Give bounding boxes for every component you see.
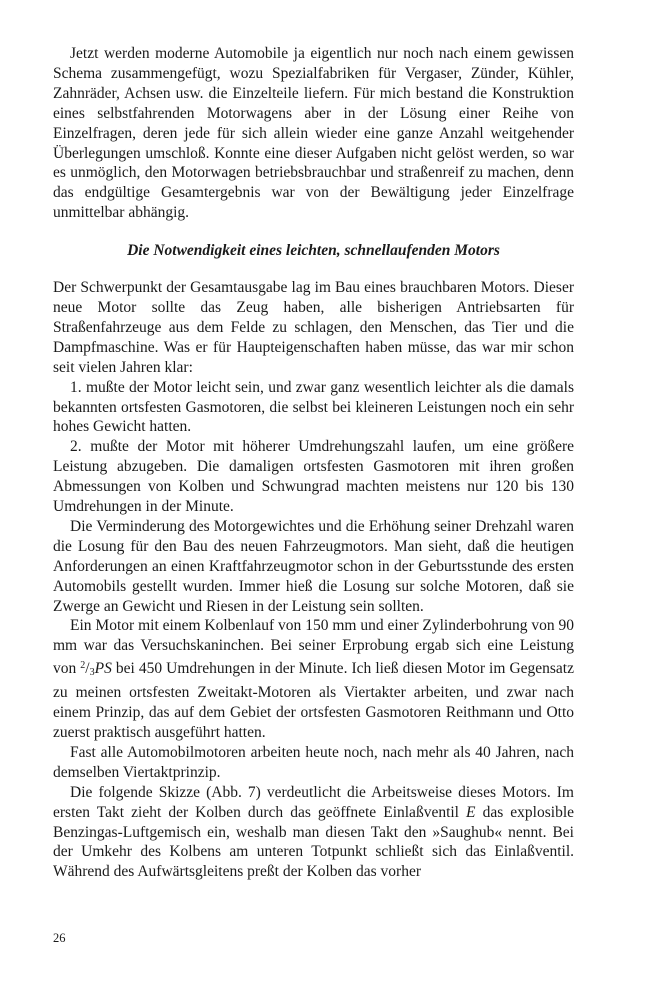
paragraph-intro: Jetzt werden moderne Automobile ja eigentlich nur noch nach einem gewissen Schema zusammengefügt, wozu Spezialfabriken für Vergaser, Zünder, Kühler, Zahnräder, Achsen usw. die Einzelteile liefern. Für mich bestand die Konstruktion eines selbstfahrenden Motorwagens aber in der Lösung einer Reihe von Einzelfragen, deren jede für sich allein wieder eine ganze Anzahl weitgehender Überlegungen umschloß. Konnte eine dieser Aufgaben nicht gelöst werden, so war es unmöglich, den Motorwagen betriebsbrauchbar und straßenreif zu machen, denn das endgültige Gesamtergebnis war von der Bewältigung jeder Einzelfrage unmittelbar abhängig. [53, 45, 574, 222]
fraction-numerator: 2 [80, 660, 86, 672]
paragraph-weight-speed: Die Verminderung des Motorgewichtes und die Erhöhung seiner Drehzahl waren die Losung für den Bau des neuen Fahrzeugmotors. Man sieht, daß die heutigen Anforderungen an einen Kraftfahrzeugmotor schon in der Geburtsstunde des ersten Automobils gestellt wurden. Immer hieß die Losung sur solche Motoren, daß sie Zwerge an Gewicht und Riesen in der Leistung sein sollten. [53, 517, 574, 615]
paragraph-four-stroke: Fast alle Automobilmotoren arbeiten heute noch, nach mehr als 40 Jahren, nach demselben Viertaktprinzip. [53, 743, 574, 781]
paragraph-motor-focus: Der Schwerpunkt der Gesamtausgabe lag im Bau eines brauchbaren Motors. Dieser neue Motor sollte das Zeug haben, alle bisherigen Antriebsarten für Straßenfahrzeuge aus dem Felde zu schlagen, den Menschen, das Tier und die Dampfmaschine. Was er für Haupteigenschaften haben müsse, das war mir schon seit vielen Jahren klar: [53, 279, 574, 376]
paragraph-test-engine [53, 616, 574, 742]
requirement-item-1: 1. mußte der Motor leicht sein, und zwar ganz wesentlich leichter als die damals bekannten ortsfesten Gasmotoren, die selbst bei kleineren Leistungen noch ein sehr hohes Gewicht hatten. [53, 378, 574, 436]
text-run: das explosible Benzingas-Luftgemisch ein, weshalb man diesen Takt den »Saughub« nennt. Bei der Umkehr des Kolbens am unteren Totpunkt schließt sich das Einlaßventil. Während des Aufwärtsgleitens preßt der Kolben das vorher [53, 803, 574, 881]
requirement-item-2: 2. mußte der Motor mit höherer Umdrehungszahl laufen, um eine größere Leistung abzugeben. Die damaligen ortsfesten Gasmotoren mit ihren großen Abmessungen von Kolben und Schwungrad machten meistens nur 120 bis 130 Umdrehungen in der Minute. [53, 438, 574, 516]
page-number: 26 [53, 931, 66, 945]
section-heading: Die Notwendigkeit eines leichten, schnellaufenden Motors [127, 242, 500, 260]
text-run: bei 450 Umdrehungen in der Minute. Ich ließ diesen Motor im Gegensatz zu meinen ortsfesten Zweitakt-Motoren als Viertakter arbeiten, und zwar nach einem Prinzip, das auf dem Gebiet der ortsfesten Gasmotoren Reithmann und Otto zuerst praktisch ausgeführt hatten. [53, 660, 574, 741]
unit-ps: PS [94, 660, 112, 678]
text-run: Die folgende Skizze (Abb. 7) verdeutlicht die Arbeitsweise dieses Motors. Im ersten Takt zieht der Kolben durch das geöffnete Einlaßventil [53, 783, 574, 821]
valve-label-e: E [466, 803, 476, 821]
paragraph-sketch [53, 783, 574, 883]
body-text [53, 44, 574, 882]
fraction-slash: / [85, 660, 90, 678]
fraction-denominator: 3 [89, 667, 95, 679]
text-run: Ein Motor mit einem Kolbenlauf von 150 mm und einer Zylinderbohrung von 90 mm war das Versuchskaninchen. Bei seiner Erprobung ergab sich eine Leistung von [53, 617, 574, 678]
